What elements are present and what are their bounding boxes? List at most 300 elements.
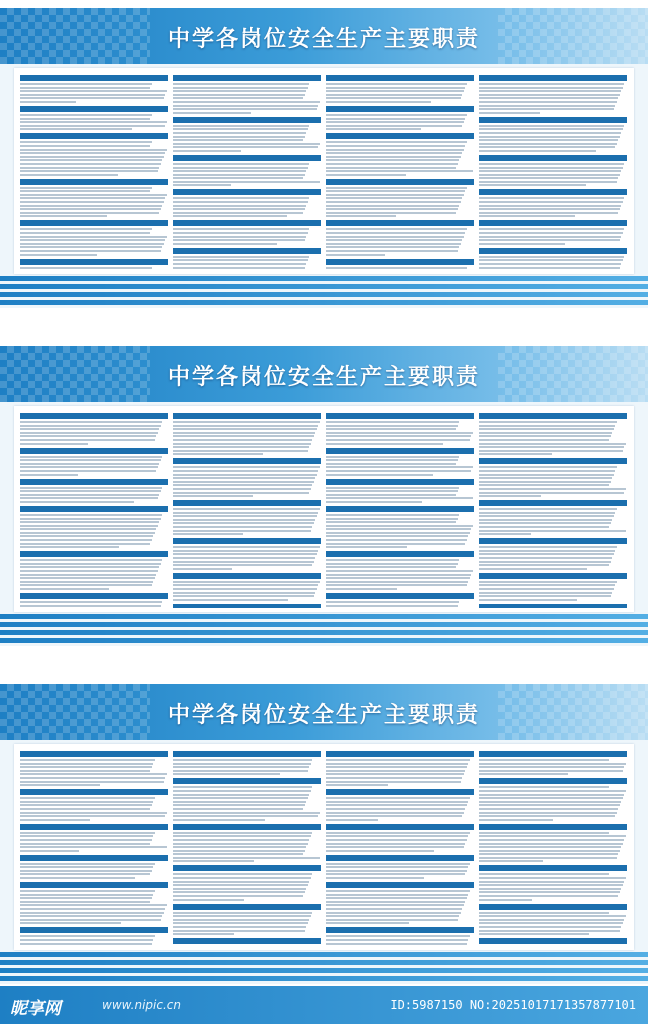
- text-line: [479, 843, 623, 845]
- text-line: [326, 428, 456, 430]
- text-line: [20, 866, 153, 868]
- text-line: [326, 528, 471, 530]
- text-line: [479, 181, 617, 183]
- text-line: [173, 205, 306, 207]
- text-line: [20, 243, 164, 245]
- text-line: [173, 167, 308, 169]
- section-header-bar: [173, 573, 321, 579]
- text-line: [173, 915, 311, 917]
- text-line: [326, 425, 458, 427]
- text-line: [326, 152, 462, 154]
- text-line: [173, 759, 312, 761]
- text-line: [20, 935, 155, 937]
- text-line: [20, 118, 150, 120]
- text-column: [326, 72, 474, 270]
- text-line: [173, 136, 305, 138]
- text-line: [479, 881, 624, 883]
- text-line: [173, 832, 312, 834]
- text-line: [479, 174, 620, 176]
- text-line: [173, 492, 309, 494]
- text-line: [479, 466, 617, 468]
- text-line: [479, 450, 623, 452]
- text-line: [326, 208, 458, 210]
- text-line: [173, 174, 305, 176]
- text-line: [326, 784, 388, 786]
- section-header-bar: [20, 551, 168, 557]
- text-line: [20, 456, 162, 458]
- text-line: [326, 605, 458, 607]
- text-line: [20, 239, 165, 241]
- text-line: [326, 915, 459, 917]
- text-line: [20, 539, 152, 541]
- text-line: [173, 564, 312, 566]
- text-line: [479, 112, 540, 114]
- text-line: [479, 208, 620, 210]
- text-line: [326, 846, 464, 848]
- text-line: [173, 884, 308, 886]
- text-line: [326, 125, 462, 127]
- text-line: [20, 174, 118, 176]
- stripe-decoration: [0, 952, 648, 984]
- text-line: [173, 550, 318, 552]
- text-line: [326, 197, 462, 199]
- text-line: [479, 770, 623, 772]
- text-line: [173, 592, 315, 594]
- section-header-bar: [479, 248, 627, 254]
- text-line: [173, 530, 311, 532]
- text-line: [20, 463, 159, 465]
- section-header-bar: [479, 573, 627, 579]
- text-line: [173, 453, 263, 455]
- text-line: [479, 132, 621, 134]
- text-line: [173, 428, 317, 430]
- text-line: [20, 159, 162, 161]
- text-line: [173, 515, 317, 517]
- text-line: [479, 177, 618, 179]
- text-line: [326, 908, 462, 910]
- text-line: [479, 530, 626, 532]
- section-header-bar: [326, 106, 474, 112]
- text-line: [479, 446, 624, 448]
- text-line: [20, 574, 156, 576]
- poster-board: [0, 684, 648, 984]
- text-line: [479, 808, 618, 810]
- text-line: [20, 170, 158, 172]
- section-header-bar: [479, 500, 627, 506]
- text-line: [20, 187, 152, 189]
- text-line: [326, 236, 464, 238]
- section-header-bar: [326, 259, 474, 265]
- text-line: [173, 888, 306, 890]
- text-line: [479, 481, 611, 483]
- text-line: [479, 850, 620, 852]
- site-url: www.nipic.cn: [102, 998, 181, 1012]
- stripe-decoration: [0, 614, 648, 646]
- text-line: [20, 543, 150, 545]
- text-line: [20, 839, 152, 841]
- text-line: [326, 435, 471, 437]
- text-line: [20, 145, 150, 147]
- text-line: [173, 557, 315, 559]
- text-line: [173, 819, 265, 821]
- text-column: [20, 72, 168, 270]
- text-line: [326, 943, 467, 945]
- text-line: [326, 212, 456, 214]
- text-line: [479, 581, 617, 583]
- text-line: [173, 146, 318, 148]
- text-line: [479, 136, 620, 138]
- section-header-bar: [479, 75, 627, 81]
- text-line: [173, 595, 314, 597]
- text-line: [20, 432, 158, 434]
- text-line: [173, 912, 312, 914]
- text-line: [173, 512, 318, 514]
- text-line: [479, 492, 624, 494]
- text-line: [326, 850, 434, 852]
- section-header-bar: [479, 865, 627, 871]
- section-header-bar: [173, 155, 321, 161]
- text-line: [173, 232, 308, 234]
- text-line: [479, 773, 568, 775]
- text-line: [20, 152, 165, 154]
- text-line: [326, 243, 461, 245]
- text-line: [479, 215, 575, 217]
- text-line: [20, 601, 162, 603]
- text-line: [173, 432, 315, 434]
- text-line: [173, 481, 314, 483]
- text-line: [173, 243, 277, 245]
- text-line: [326, 421, 459, 423]
- text-line: [326, 87, 465, 89]
- text-line: [20, 812, 167, 814]
- text-line: [479, 495, 541, 497]
- text-line: [326, 797, 470, 799]
- text-line: [20, 846, 167, 848]
- text-line: [173, 584, 318, 586]
- text-line: [479, 568, 587, 570]
- text-line: [173, 439, 312, 441]
- text-line: [173, 533, 243, 535]
- section-header-bar: [326, 882, 474, 888]
- text-line: [479, 515, 614, 517]
- text-line: [479, 143, 617, 145]
- section-header-bar: [326, 855, 474, 861]
- text-line: [326, 543, 465, 545]
- text-line: [173, 599, 288, 601]
- text-line: [326, 922, 409, 924]
- text-line: [173, 101, 320, 103]
- text-line: [326, 170, 473, 172]
- section-header-bar: [479, 458, 627, 464]
- text-line: [326, 439, 470, 441]
- text-line: [326, 843, 465, 845]
- section-header-bar: [173, 117, 321, 123]
- section-header-bar: [479, 155, 627, 161]
- text-line: [20, 521, 159, 523]
- text-line: [20, 901, 150, 903]
- text-line: [20, 566, 159, 568]
- text-line: [20, 770, 150, 772]
- text-line: [173, 568, 232, 570]
- text-line: [173, 891, 305, 893]
- text-line: [326, 121, 464, 123]
- section-header-bar: [326, 448, 474, 454]
- text-line: [479, 877, 626, 879]
- text-line: [479, 588, 614, 590]
- text-line: [326, 521, 456, 523]
- text-line: [173, 553, 317, 555]
- text-line: [326, 128, 421, 130]
- text-line: [326, 901, 465, 903]
- section-header-bar: [479, 220, 627, 226]
- text-line: [20, 804, 152, 806]
- text-line: [173, 139, 303, 141]
- text-line: [479, 128, 623, 130]
- text-line: [173, 508, 320, 510]
- text-line: [326, 518, 458, 520]
- text-line: [173, 794, 309, 796]
- text-line: [20, 514, 162, 516]
- poster-board: [0, 8, 648, 308]
- section-header-bar: [20, 179, 168, 185]
- text-line: [479, 83, 624, 85]
- text-line: [479, 919, 624, 921]
- poster-title: 中学各岗位安全生产主要职责: [167, 365, 480, 390]
- text-line: [326, 94, 462, 96]
- text-line: [20, 236, 167, 238]
- text-line: [479, 184, 586, 186]
- text-line: [479, 477, 612, 479]
- text-line: [479, 484, 609, 486]
- text-line: [20, 474, 78, 476]
- text-line: [479, 930, 620, 932]
- text-line: [20, 208, 161, 210]
- text-line: [479, 797, 623, 799]
- poster-title: 中学各岗位安全生产主要职责: [167, 27, 480, 52]
- section-header-bar: [20, 220, 168, 226]
- text-line: [173, 786, 312, 788]
- text-line: [20, 784, 100, 786]
- image-id: ID:5987150 NO:20251017171357877101: [390, 998, 636, 1012]
- section-header-bar: [326, 479, 474, 485]
- text-line: [326, 190, 465, 192]
- text-line: [173, 581, 320, 583]
- text-line: [20, 439, 155, 441]
- text-line: [326, 97, 461, 99]
- text-line: [173, 256, 309, 258]
- text-line: [20, 605, 161, 607]
- text-line: [20, 435, 156, 437]
- text-line: [326, 766, 467, 768]
- text-line: [20, 577, 155, 579]
- text-line: [479, 163, 624, 165]
- text-line: [20, 863, 155, 865]
- text-line: [173, 922, 308, 924]
- text-line: [479, 832, 609, 834]
- text-line: [20, 922, 121, 924]
- text-line: [20, 870, 152, 872]
- text-line: [20, 939, 153, 941]
- text-line: [479, 474, 614, 476]
- text-line: [20, 801, 153, 803]
- content-panel: [14, 68, 634, 274]
- text-line: [326, 90, 464, 92]
- text-line: [20, 228, 152, 230]
- text-line: [326, 525, 473, 527]
- text-line: [326, 801, 468, 803]
- text-line: [173, 108, 317, 110]
- text-line: [173, 846, 306, 848]
- text-line: [173, 181, 320, 183]
- text-line: [479, 87, 623, 89]
- text-line: [326, 250, 458, 252]
- text-line: [479, 853, 618, 855]
- text-line: [173, 125, 309, 127]
- text-line: [326, 839, 467, 841]
- text-line: [20, 777, 165, 779]
- text-line: [20, 246, 162, 248]
- text-line: [326, 832, 470, 834]
- text-line: [20, 128, 132, 130]
- text-line: [326, 254, 385, 256]
- text-line: [20, 470, 156, 472]
- text-line: [173, 425, 318, 427]
- section-header-bar: [20, 824, 168, 830]
- section-header-bar: [326, 751, 474, 757]
- text-line: [479, 201, 623, 203]
- text-line: [173, 881, 309, 883]
- text-line: [20, 490, 161, 492]
- text-line: [173, 561, 314, 563]
- text-line: [326, 939, 468, 941]
- section-header-bar: [20, 855, 168, 861]
- section-header-bar: [20, 789, 168, 795]
- text-line: [326, 935, 470, 937]
- text-line: [173, 128, 308, 130]
- text-line: [20, 466, 158, 468]
- text-line: [479, 815, 615, 817]
- text-column: [479, 72, 627, 270]
- text-line: [20, 808, 150, 810]
- text-line: [479, 519, 612, 521]
- text-line: [479, 256, 624, 258]
- text-line: [173, 926, 306, 928]
- text-line: [479, 553, 614, 555]
- text-line: [20, 815, 165, 817]
- text-line: [479, 432, 612, 434]
- text-line: [20, 97, 164, 99]
- text-line: [479, 915, 626, 917]
- text-line: [326, 83, 467, 85]
- text-line: [20, 101, 76, 103]
- text-line: [479, 599, 577, 601]
- site-logo: 昵享网: [10, 999, 61, 1019]
- text-line: [173, 97, 303, 99]
- text-line: [326, 546, 407, 548]
- section-header-bar: [20, 927, 168, 933]
- text-line: [20, 501, 134, 503]
- text-line: [479, 239, 620, 241]
- text-column: [173, 410, 321, 608]
- text-line: [326, 187, 467, 189]
- text-line: [326, 601, 459, 603]
- text-line: [20, 584, 152, 586]
- text-line: [173, 546, 320, 548]
- text-line: [479, 786, 609, 788]
- text-line: [479, 584, 615, 586]
- text-line: [20, 94, 165, 96]
- text-line: [479, 263, 621, 265]
- text-line: [326, 919, 458, 921]
- text-line: [173, 184, 231, 186]
- text-line: [479, 860, 543, 862]
- text-line: [173, 588, 317, 590]
- text-line: [326, 194, 464, 196]
- text-line: [20, 487, 162, 489]
- watermark-bar: [0, 986, 648, 1024]
- text-line: [20, 163, 161, 165]
- text-line: [479, 926, 621, 928]
- text-line: [20, 877, 135, 879]
- text-line: [20, 912, 164, 914]
- text-line: [326, 863, 470, 865]
- text-line: [20, 497, 158, 499]
- text-line: [20, 766, 152, 768]
- section-header-bar: [20, 133, 168, 139]
- text-line: [20, 141, 152, 143]
- text-line: [173, 212, 303, 214]
- text-line: [479, 212, 618, 214]
- text-line: [173, 773, 280, 775]
- text-line: [326, 894, 468, 896]
- text-line: [326, 574, 471, 576]
- text-line: [20, 254, 97, 256]
- text-line: [479, 243, 565, 245]
- section-header-bar: [479, 117, 627, 123]
- text-line: [173, 930, 305, 932]
- text-column: [479, 748, 627, 946]
- text-line: [326, 570, 473, 572]
- text-line: [20, 197, 165, 199]
- text-line: [20, 759, 155, 761]
- section-header-bar: [479, 938, 627, 944]
- text-line: [326, 501, 422, 503]
- text-line: [326, 835, 468, 837]
- text-line: [20, 167, 159, 169]
- text-line: [173, 474, 317, 476]
- text-line: [479, 550, 615, 552]
- text-line: [326, 432, 473, 434]
- text-line: [173, 421, 320, 423]
- text-line: [20, 904, 167, 906]
- text-line: [173, 215, 287, 217]
- text-line: [173, 850, 305, 852]
- text-line: [20, 232, 150, 234]
- text-line: [20, 149, 167, 151]
- text-line: [173, 899, 244, 901]
- text-line: [20, 425, 161, 427]
- poster-title: 中学各岗位安全生产主要职责: [167, 703, 480, 728]
- text-line: [20, 559, 162, 561]
- text-line: [326, 459, 458, 461]
- text-line: [173, 766, 309, 768]
- text-column: [326, 748, 474, 946]
- text-line: [479, 812, 617, 814]
- text-line: [326, 443, 443, 445]
- text-line: [173, 105, 318, 107]
- text-line: [326, 559, 459, 561]
- text-line: [479, 197, 624, 199]
